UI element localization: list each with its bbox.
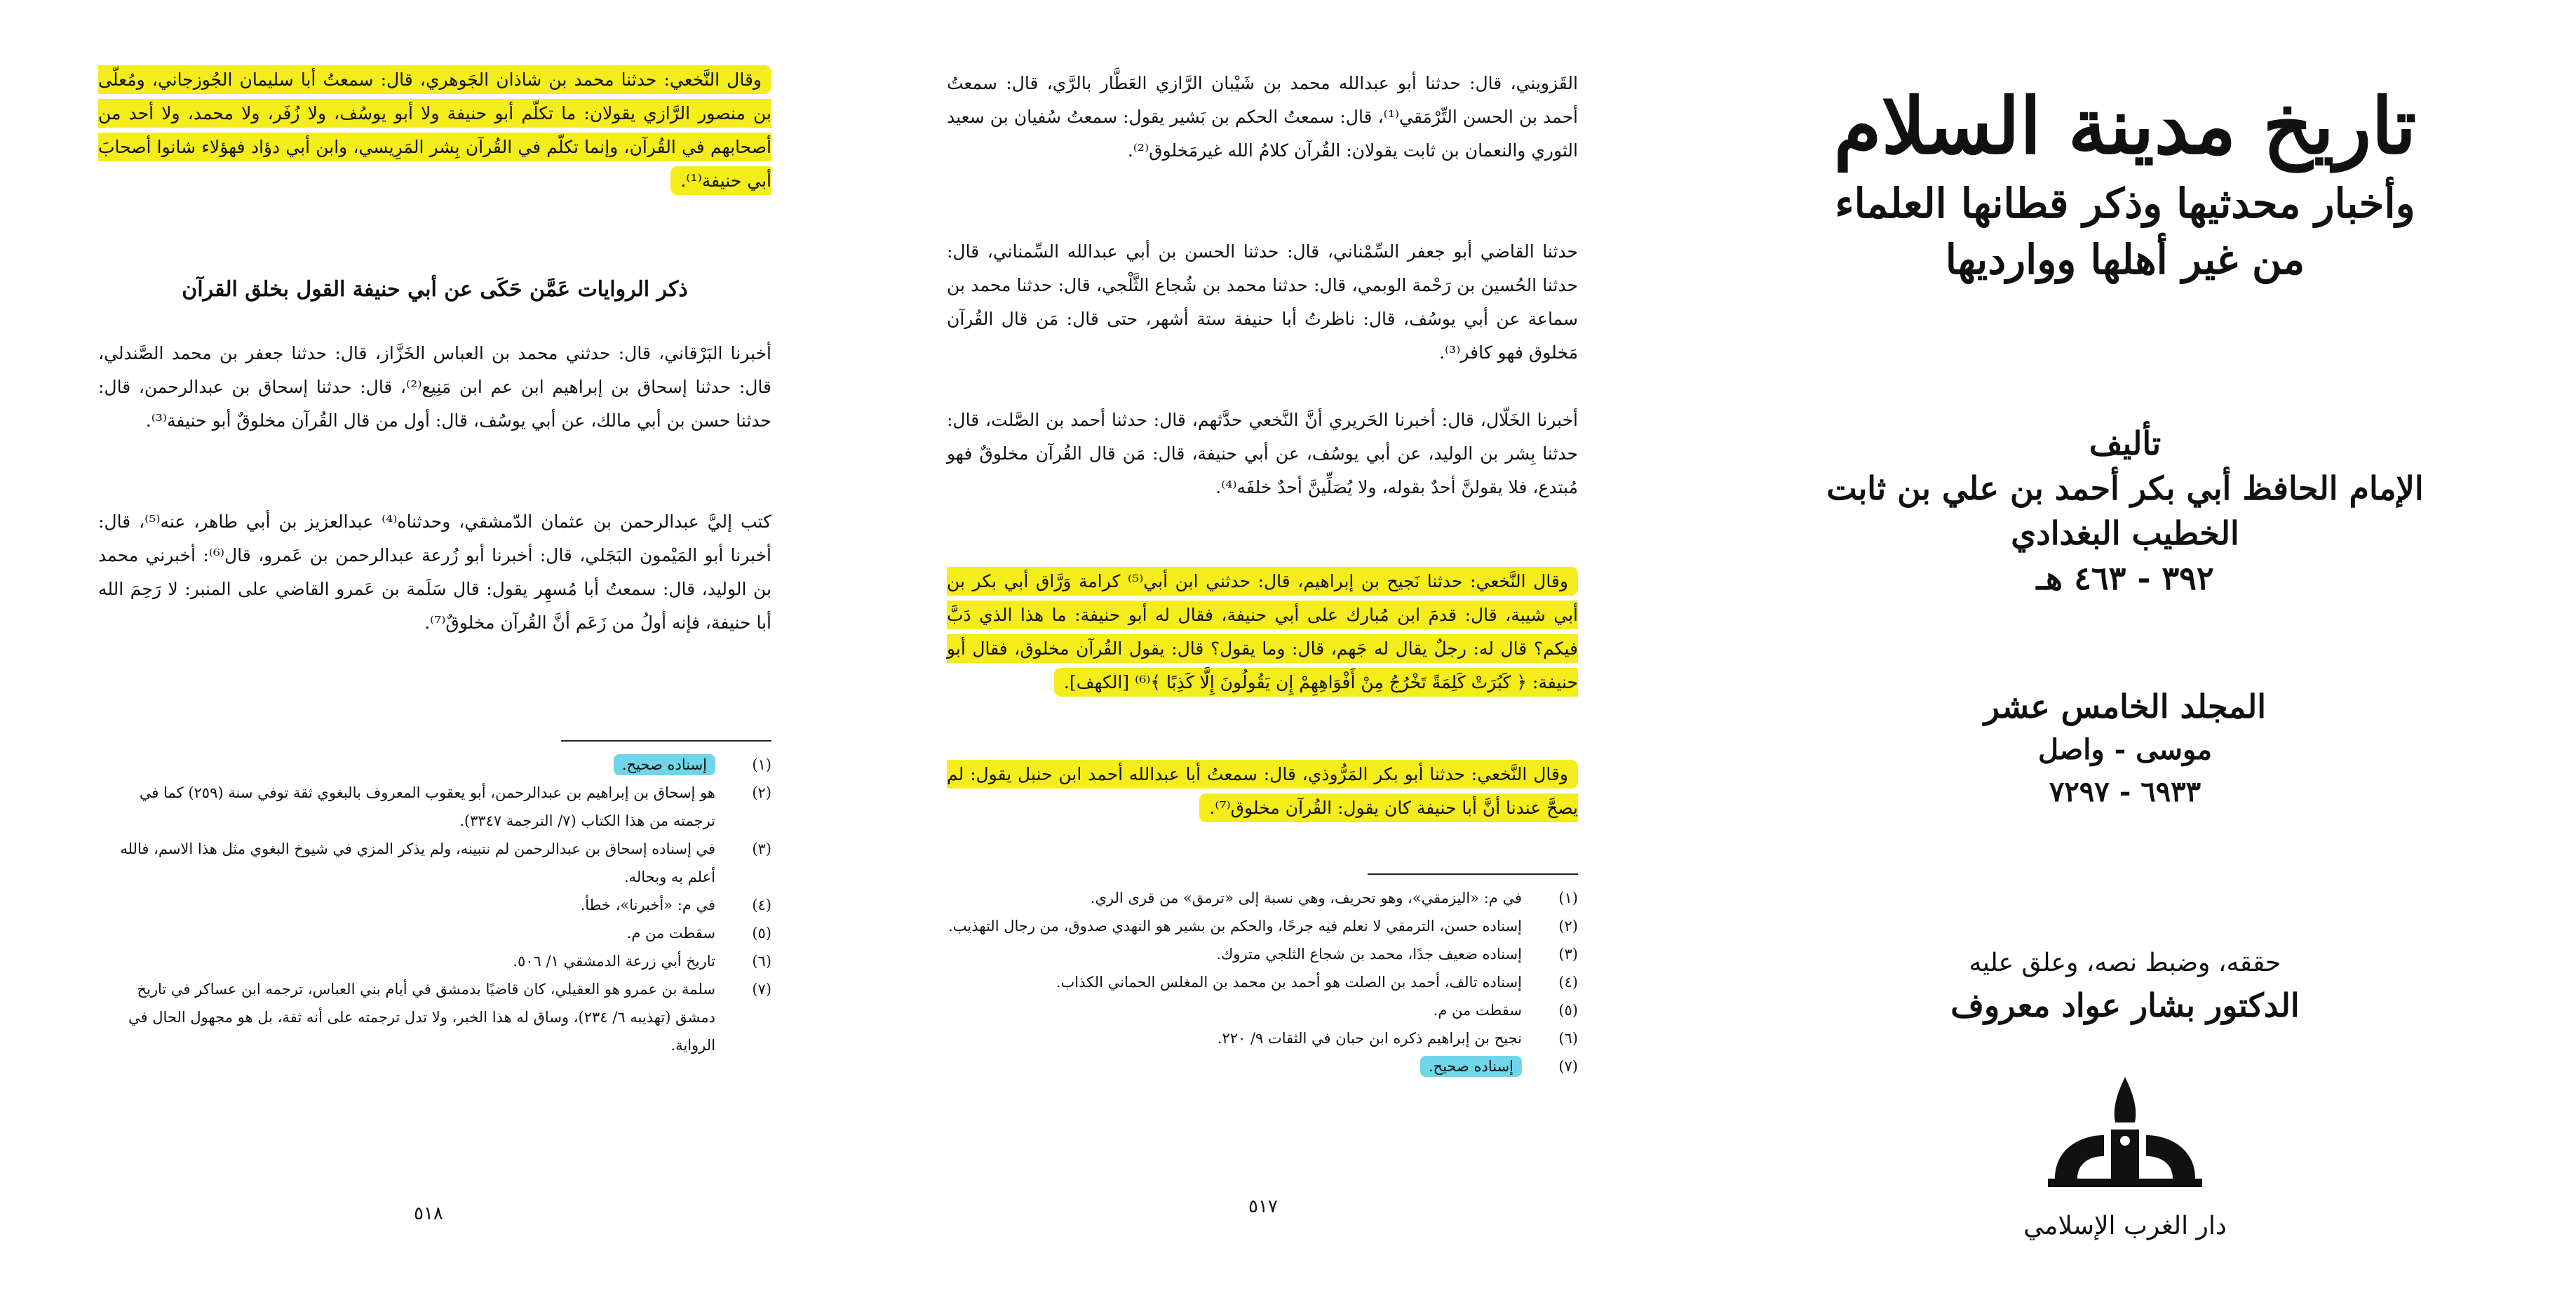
yellow-highlight: وقال النَّخعي: حدثنا نَجيح بن إبراهيم، قال: حدثني ابن أبي⁽⁵⁾ كرامة وَرَّاق أبي بكر بن أبي شيبة، قال: قدمَ ابن مُبارك على أبي حنيفة، فقال له أبو حنيفة: ما هذا الذي دَبَّ فيكم؟ قال له: رجلٌ يقال له جَهم، قال: وما يقول؟ قال: يقول القُرآن مخلوق، فقال أبو حنيفة: ﴿ كَبُرَتْ كَلِمَةً تَخْرُجُ مِنْ أَفْوَاهِهِمْ إِن يَقُولُونَ إِلَّا كَذِبًا ﴾⁽⁶⁾ [الكهف]. — [947, 567, 1578, 697]
paragraph-3: كتب إليَّ عبدالرحمن بن عثمان الدّمشقي، وحدثناه⁽⁴⁾ عبدالعزيز بن أبي طاهر، عنه⁽⁵⁾، قال: أخبرنا أبو المَيْمون البَجَلي، قال: أخبرنا أبو زُرعة عبدالرحمن بن عَمرو، قال⁽⁶⁾: أخبرني محمد بن الوليد، قال: سمعتُ أبا مُسهِر يقول: قال سَلَمة بن عَمرو القاضي على المنبر: لا رَحِمَ الله أبا حنيفة، فإنه أولُ من زَعَم أنَّ القُرآن مخلوقٌ⁽⁷⁾. — [98, 511, 771, 633]
footnote-item: (٧) سلمة بن عمرو هو العقيلي، كان قاضيًا بدمشق في أيام بني العباس، ترجمه ابن عساكر في تاريخ دمشق (تهذيبه ٦/ ٢٣٤)، وساق له هذا الخبر، ولا تدل ترجمته على أنه ثقة، بل هو مجهول الحال في الرواية. — [128, 981, 771, 1054]
highlighted-paragraph — [947, 565, 1578, 699]
editor-block — [1753, 944, 2497, 1028]
title-page — [1669, 0, 2576, 1307]
footnote-divider — [1368, 873, 1578, 875]
footnote-item: (٣) إسناده ضعيف جدًا، محمد بن شجاع الثلجي متروك. — [1216, 946, 1578, 963]
volume-range: ٦٩٣٣ - ٧٢٩٧ — [2049, 775, 2201, 808]
page-number: ٥١٨ — [414, 1203, 443, 1224]
footnote-item: (٣) في إسناده إسحاق بن عبدالرحمن لم نتبينه، ولم يذكر المزي في شيوخ البغوي مثل هذا الاسم، فالله أعلم به وبحاله. — [120, 840, 771, 885]
paragraph-3: أخبرنا الخَلّال، قال: أخبرنا الحَريري أنَّ النَّخعي حدَّثهم، قال: حدثنا أحمد بن الصَّلت، قال: حدثنا بِشر بن الوليد، عن أبي يوسُف، عن أبي حنيفة، قال: مَن قال القُرآن مخلوقٌ فهو مُبتدع، فلا يقولنَّ أحدٌ بقوله، ولا يُصَلِّينَّ أحدٌ خلفَه⁽⁴⁾. — [947, 410, 1578, 497]
editor-label: حققه، وضبط نصه، وعلق عليه — [1969, 949, 2281, 977]
footnote-item: (٥) سقطت من م. — [626, 925, 771, 941]
author-block — [1753, 421, 2497, 601]
volume-block — [1753, 684, 2497, 813]
section-heading: ذكر الروايات عَمَّن حَكَى عن أبي حنيفة القول بخلق القرآن — [182, 277, 688, 302]
page-518 — [0, 0, 856, 1307]
footnotes — [947, 884, 1578, 1080]
yellow-highlight: وقال النَّخعي: حدثنا محمد بن شاذان الجَوهري، قال: سمعتُ أبا سليمان الجُوزجاني، ومُعلّى بن منصور الرَّازي يقولان: ما تكلّم أبو حنيفة ولا أبو يوسُف، ولا زُفَر، ولا محمد، ولا أحد من أصحابهم في القُرآن، وإنما تكلّم في القُرآن بِشر المَرِيسي، وابن أبي دؤاد فهؤلاء شانوا أصحابَ أبي حنيفة⁽¹⁾. — [98, 65, 771, 195]
title-block — [1753, 77, 2497, 288]
publisher-name: دار الغرب الإسلامي — [2023, 1212, 2227, 1240]
highlighted-paragraph — [98, 63, 771, 198]
blue-highlight: إسناده صحيح. — [1420, 1056, 1522, 1077]
volume-range: موسى - واصل — [2037, 733, 2213, 766]
footnote-item: (٦) تاريخ أبي زرعة الدمشقي ١/ ٥٠٦. — [513, 953, 771, 970]
footnote-item: (٢) هو إسحاق بن إبراهيم بن عبدالرحمن، أبو يعقوب المعروف بالبغوي ثقة توفي سنة (٢٥٩) كما في ترجمته من هذا الكتاب (٧/ الترجمة ٣٣٤٧). — [139, 784, 771, 829]
book-title: تاريخ مدينة السلام — [1833, 81, 2417, 171]
highlighted-paragraph — [947, 758, 1578, 825]
paragraph-1: القَزويني، قال: حدثنا أبو عبدالله محمد بن شَيْبان الرَّازي العَطَّار بالرَّي، قال: سمعتُ أحمد بن الحسن التِّرْمَقي⁽¹⁾، قال: سمعتُ الحكم بن بَشير يقول: سمعتُ سُفيان بن سعيد الثوري والنعمان بن ثابت يقولان: القُرآن كلامُ الله غيرمَخلوق⁽²⁾. — [947, 73, 1578, 161]
page-517 — [856, 0, 1669, 1307]
footnotes — [98, 751, 771, 1059]
footnote-item: (٤) إسناده تالف، أحمد بن الصلت هو أحمد بن محمد بن المغلس الحماني الكذاب. — [1056, 974, 1578, 991]
footnote-item: (١) إسناده صحيح. — [98, 751, 771, 779]
footnote-item: (٧) إسناده صحيح. — [947, 1052, 1578, 1080]
editor-name: الدكتور بشار عواد معروف — [1950, 986, 2300, 1024]
paragraph-2: أخبرنا البَرْقاني، قال: حدثني محمد بن العباس الخَزَّاز، قال: حدثنا جعفر بن محمد الصَّندلي، قال: حدثنا إسحاق بن إبراهيم ابن عم ابن مَنِيع⁽²⁾، قال: حدثنا إسحاق بن عبدالرحمن، قال: حدثنا حسن بن أبي مالك، عن أبي يوسُف، قال: أول من قال القُرآن مخلوقٌ أبو حنيفة⁽³⁾. — [98, 343, 771, 431]
footnote-item: (٤) في م: «أخبرنا»، خطأ. — [580, 897, 771, 913]
authorship-label: تأليف — [2089, 424, 2162, 462]
footnote-item: (٦) نجيح بن إبراهيم ذكره ابن حبان في الثقات ٩/ ٢٢٠. — [1217, 1030, 1578, 1047]
book-subtitle: وأخبار محدثيها وذكر قطانها العلماء — [1835, 180, 2415, 227]
author-dates: ٣٩٢ - ٤٦٣ هـ — [2036, 559, 2214, 597]
blue-highlight: إسناده صحيح. — [614, 754, 715, 775]
yellow-highlight: وقال النَّخعي: حدثنا أبو بكر المَرُّوذي، قال: سمعتُ أبا عبدالله أحمد ابن حنبل يقول: لم يصحَّ عندنا أنَّ أبا حنيفة كان يقول: القُرآن مخلوق⁽⁷⁾. — [947, 760, 1578, 822]
author-name: الإمام الحافظ أبي بكر أحمد بن علي بن ثابت — [1826, 469, 2424, 507]
page-number: ٥١٧ — [1248, 1196, 1278, 1217]
publisher-logo-icon — [2034, 1073, 2216, 1207]
footnote-divider — [561, 740, 771, 742]
footnote-item: (٢) إسناده حسن، الترمقي لا نعلم فيه جرحًا، والحكم بن بشير هو النهدي صدوق، من رجال التهذيب. — [948, 918, 1578, 934]
book-subtitle: من غير أهلها ووارديها — [1945, 236, 2305, 283]
author-name: الخطيب البغدادي — [2011, 514, 2239, 552]
volume-label: المجلد الخامس عشر — [1983, 688, 2267, 725]
footnote-item: (٥) سقطت من م. — [1433, 1002, 1578, 1019]
footnote-item: (١) في م: «اليزمقي»، وهو تحريف، وهي نسبة إلى «ترمق» من قرى الري. — [1090, 890, 1578, 906]
paragraph-2: حدثنا القاضي أبو جعفر السِّمْناني، قال: حدثنا الحسن بن أبي عبدالله السِّمناني، قال: حدثنا الحُسين بن رَحْمة الوبمي، قال: حدثنا محمد بن شُجاع الثَّلْجي، قال: حدثنا محمد بن سماعة عن أبي يوسُف، قال: ناظرتُ أبا حنيفة ستة أشهر، حتى قال: مَن قال القُرآن مَخلوق فهو كافر⁽³⁾. — [947, 241, 1578, 363]
